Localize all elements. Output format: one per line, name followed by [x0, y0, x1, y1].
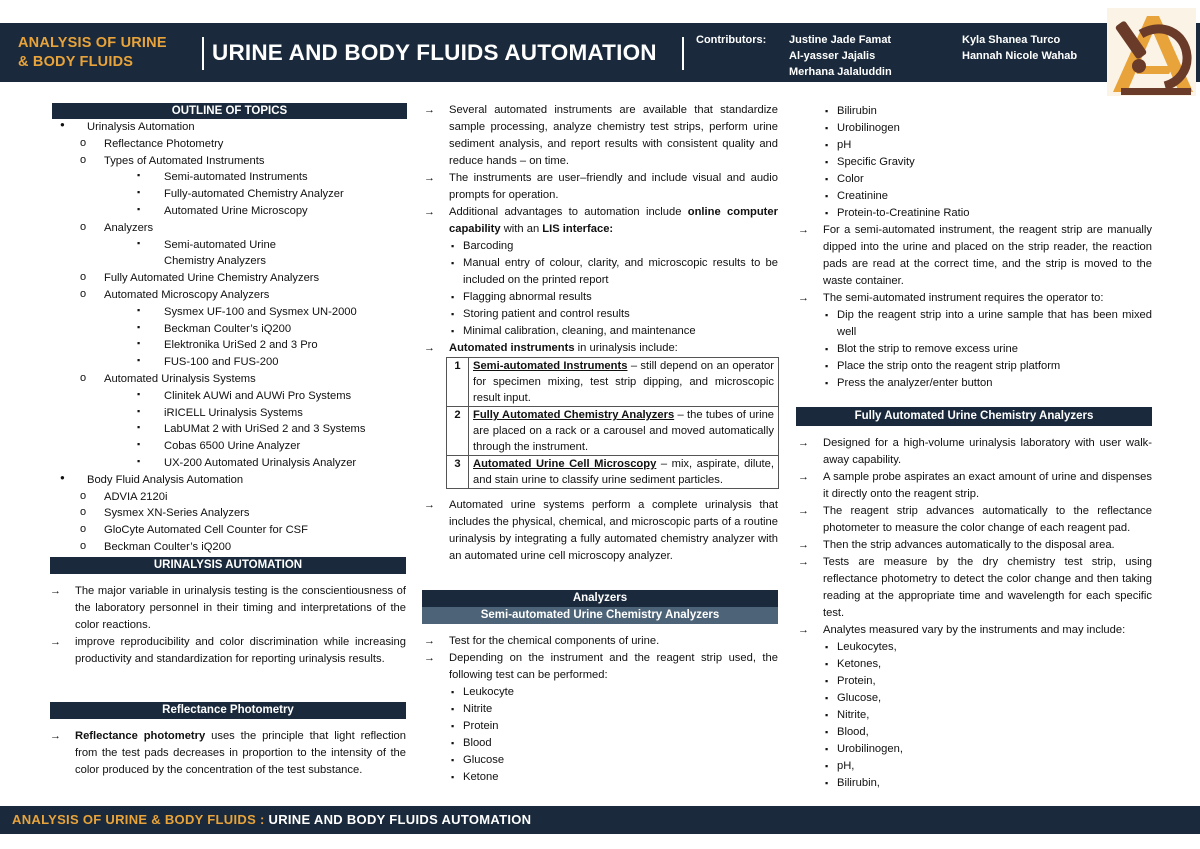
analyte-item: ▪ Urobilinogen,	[811, 741, 1152, 758]
table-cell-text	[469, 407, 779, 456]
table-cell-text	[469, 456, 779, 489]
header-banner	[0, 23, 1200, 82]
table-desc: – still depend on an operator for specimen mixing, test strip dipping, and microscopic result input.	[473, 360, 775, 404]
test-item: ▪ Blood	[437, 735, 778, 752]
table-row	[447, 456, 779, 489]
outline-leaf: ▪ Semi-automated Urine Chemistry Analyzers	[112, 237, 372, 271]
analyte-item: ▪ Leukocytes,	[811, 639, 1152, 656]
fully-automated-section	[796, 407, 1152, 792]
tests-list	[437, 684, 778, 786]
outline-subitem: o Beckman Coulter’s iQ200	[52, 539, 407, 556]
instrument-points	[422, 340, 778, 357]
semi-automated-title: Semi-automated Urine Chemistry Analyzers	[422, 607, 778, 624]
header-divider-left	[202, 37, 204, 70]
fully-point: → Tests are measure by the dry chemistry test strip, using reflectance photometry to detect the color change and then taking reading at the appropriate time and wavelength for each specific test.	[796, 554, 1152, 622]
outline-sublist	[17, 136, 407, 170]
instrument-point	[422, 204, 778, 238]
instrument-point: → Automated urine systems perform a complete urinalysis that includes the physical, chemical, and microscopic parts of a routine urinalysis by integrating a fully automated chemistry analyzer with an automated urine cell microscopy analyzer.	[422, 497, 778, 565]
reflectance-point	[48, 728, 406, 779]
fully-point: → The reagent strip advances automatically to the reflectance photometer to measure the color change of each reagent pad.	[796, 503, 1152, 537]
table-term: Automated Urine Cell Microscopy	[473, 458, 657, 470]
urinalysis-automation-title: URINALYSIS AUTOMATION	[50, 557, 406, 574]
test-item: ▪ Leukocyte	[437, 684, 778, 701]
fully-point: → Designed for a high-volume urinalysis laboratory with user walk-away capability.	[796, 435, 1152, 469]
test-item: ▪ pH	[811, 137, 1152, 154]
semi-procedure-points	[796, 222, 1152, 307]
outline-leaf: ▪ LabUMat 2 with UriSed 2 and 3 Systems	[112, 421, 407, 438]
operator-steps	[811, 307, 1152, 392]
footer-banner	[0, 806, 1200, 834]
test-item: ▪ Specific Gravity	[811, 154, 1152, 171]
header-divider-right	[682, 37, 684, 70]
outline-list	[52, 119, 407, 136]
semi-procedure-point: → For a semi-automated instrument, the reagent strip are manually dipped into the urine and placed on the strip reader, the reaction pads are read at the correct time, and the strip is moved to the waste container.	[796, 222, 1152, 290]
automated-instruments-bold: Automated instruments	[449, 342, 575, 354]
outline-subitem: o Types of Automated Instruments	[52, 153, 407, 170]
outline-subitem: o GloCyte Automated Cell Counter for CSF	[52, 522, 407, 539]
outline-subitem: o Automated Microscopy Analyzers	[52, 287, 407, 304]
table-row	[447, 358, 779, 407]
outline-subitem: o Analyzers	[52, 220, 407, 237]
table-cell-num: 3	[447, 456, 469, 489]
analyte-item: ▪ Nitrite,	[811, 707, 1152, 724]
contributor-name: Al-yasser Jajalis	[789, 50, 876, 62]
fully-automated-title: Fully Automated Urine Chemistry Analyzers	[796, 407, 1152, 426]
outline-leaf: ▪ Cobas 6500 Urine Analyzer	[112, 438, 407, 455]
operator-step: ▪ Place the strip onto the reagent strip platform	[811, 358, 1152, 375]
analyzers-section	[422, 590, 778, 786]
reflectance-term: Reflectance photometry	[75, 730, 206, 742]
advantage-item: ▪ Minimal calibration, cleaning, and maintenance	[437, 323, 778, 340]
advantage-item: ▪ Barcoding	[437, 238, 778, 255]
table-row	[447, 407, 779, 456]
fully-point: → Analytes measured vary by the instruments and may include:	[796, 622, 1152, 639]
footer-course: ANALYSIS OF URINE & BODY FLUIDS :	[12, 812, 269, 827]
outline-list	[52, 472, 407, 489]
outline-leaf: ▪ Beckman Coulter’s iQ200	[112, 321, 407, 338]
semi-point: → Depending on the instrument and the reagent strip used, the following test can be performed:	[422, 650, 778, 684]
outline-item-label: Body Fluid Analysis Automation	[87, 473, 244, 486]
instrument-types-table	[446, 357, 779, 489]
contributor-name: Justine Jade Famat	[789, 34, 892, 46]
urinalysis-point: → The major variable in urinalysis testing is the conscientiousness of the laboratory personnel in their timing and interpretations of the color reactions.	[48, 583, 406, 634]
outline-title: OUTLINE OF TOPICS	[52, 103, 407, 119]
outline-leaf: ▪ Sysmex UF-100 and Sysmex UN-2000	[112, 304, 407, 321]
test-item: ▪ Bilirubin	[811, 103, 1152, 120]
outline-subitem: o Sysmex XN-Series Analyzers	[52, 505, 407, 522]
advantages-bold: online computer capability	[449, 206, 778, 235]
analyte-item: ▪ Ketones,	[811, 656, 1152, 673]
outline-body-list	[17, 489, 407, 556]
outline-leaf: ▪ Clinitek AUWi and AUWi Pro Systems	[112, 388, 407, 405]
table-cell-num: 2	[447, 407, 469, 456]
outline-sublist	[17, 220, 407, 237]
outline-leaf: ▪ Automated Urine Microscopy	[112, 203, 407, 220]
contributor-name: Hannah Nicole Wahab	[962, 50, 1078, 62]
operator-step: ▪ Dip the reagent strip into a urine sample that has been mixed well	[811, 307, 1152, 341]
outline-leaf: ▪ Fully-automated Chemistry Analyzer	[112, 186, 407, 203]
table-term: Semi-automated Instruments	[473, 360, 628, 372]
advantages-list	[437, 238, 778, 340]
instrument-points	[422, 497, 778, 565]
test-item: ▪ Protein	[437, 718, 778, 735]
operator-step: ▪ Press the analyzer/enter button	[811, 375, 1152, 392]
outline-micro-list	[112, 304, 407, 371]
instrument-points	[422, 102, 778, 238]
outline-analyzers-list	[112, 237, 372, 271]
outline-systems-list	[112, 388, 407, 472]
instrument-point: → Several automated instruments are available that standardize sample processing, analyze chemistry test strips, perform urine sediment analysis, and report results with consistent quality and reduce hands – on time.	[422, 102, 778, 170]
column-2	[422, 102, 778, 565]
outline-leaf: ▪ UX-200 Automated Urinalysis Analyzer	[112, 455, 407, 472]
analyte-item: ▪ Glucose,	[811, 690, 1152, 707]
outline-subitem: o ADVIA 2120i	[52, 489, 407, 506]
test-item: ▪ Creatinine	[811, 188, 1152, 205]
reflectance-points	[48, 728, 406, 779]
test-item: ▪ Nitrite	[437, 701, 778, 718]
outline-types-list	[112, 169, 407, 219]
outline-item	[52, 472, 407, 489]
instrument-point	[422, 340, 778, 357]
advantages-text: with an	[500, 223, 543, 235]
fully-point: → Then the strip advances automatically to the disposal area.	[796, 537, 1152, 554]
contributor-name: Kyla Shanea Turco	[962, 34, 1061, 46]
advantages-bold: LIS interface:	[542, 223, 614, 235]
analyte-item: ▪ pH,	[811, 758, 1152, 775]
fully-point: → A sample probe aspirates an exact amount of urine and dispenses it directly onto the reagent strip.	[796, 469, 1152, 503]
microscope-logo-icon	[1103, 4, 1200, 100]
contributors-column-2	[962, 32, 1077, 64]
outline-subitem: o Fully Automated Urine Chemistry Analyzers	[52, 270, 407, 287]
fully-points	[796, 435, 1152, 639]
outline-leaf: ▪ iRICELL Urinalysis Systems	[112, 405, 407, 422]
page-title: URINE AND BODY FLUIDS AUTOMATION	[212, 40, 657, 65]
advantage-item: ▪ Flagging abnormal results	[437, 289, 778, 306]
urinalysis-point: → improve reproducibility and color discrimination while increasing productivity and standardization for reporting urinalysis results.	[48, 634, 406, 668]
footer-title	[12, 812, 531, 828]
table-term: Fully Automated Chemistry Analyzers	[473, 409, 675, 421]
table-desc: – the tubes of urine are placed on a rack or a carousel and moved automatically through the instrument.	[473, 409, 775, 453]
outline-item	[52, 119, 407, 136]
semi-point: → Test for the chemical components of urine.	[422, 633, 778, 650]
outline-leaf: ▪ FUS-100 and FUS-200	[112, 354, 407, 371]
analyzers-title: Analyzers	[422, 590, 778, 607]
outline-leaf: ▪ Semi-automated Instruments	[112, 169, 407, 186]
reflectance-title: Reflectance Photometry	[50, 702, 406, 719]
reflectance-text: uses the principle that light reflection from the test pads decreases in proportion to the intensity of the color produced by the concentration of the test substance.	[75, 730, 406, 776]
table-desc: – mix, aspirate, dilute, and stain urine to classify urine sediment particles.	[473, 458, 774, 486]
outline-subitem: o Reflectance Photometry	[52, 136, 407, 153]
advantages-text: Additional advantages to automation include	[449, 206, 688, 218]
analyte-item: ▪ Blood,	[811, 724, 1152, 741]
test-item: ▪ Ketone	[437, 769, 778, 786]
analyte-item: ▪ Bilirubin,	[811, 775, 1152, 792]
advantage-item: ▪ Storing patient and control results	[437, 306, 778, 323]
test-item: ▪ Glucose	[437, 752, 778, 769]
outline-subitem: o Automated Urinalysis Systems	[52, 371, 407, 388]
semi-procedure-point: → The semi-automated instrument requires the operator to:	[796, 290, 1152, 307]
instrument-point: → The instruments are user–friendly and include visual and audio prompts for operation.	[422, 170, 778, 204]
semi-points	[422, 633, 778, 684]
course-title	[18, 34, 167, 72]
analyte-item: ▪ Protein,	[811, 673, 1152, 690]
tests-list-continued	[811, 103, 1152, 222]
operator-step: ▪ Blot the strip to remove excess urine	[811, 341, 1152, 358]
outline-leaf: ▪ Elektronika UriSed 2 and 3 Pro	[112, 337, 407, 354]
course-title-line1: ANALYSIS OF URINE	[18, 35, 167, 51]
automated-instruments-text: in urinalysis include:	[574, 342, 678, 354]
outline-item-label: Urinalysis Automation	[87, 121, 195, 133]
column-3	[796, 103, 1152, 392]
test-item: ▪ Protein-to-Creatinine Ratio	[811, 205, 1152, 222]
urinalysis-points	[48, 583, 406, 668]
test-item: ▪ Color	[811, 171, 1152, 188]
urinalysis-automation-section	[50, 557, 406, 668]
outline-sublist	[17, 371, 407, 388]
table-cell-text	[469, 358, 779, 407]
outline-section	[52, 103, 407, 556]
contributors-column-1	[789, 32, 892, 80]
analytes-list	[811, 639, 1152, 792]
contributor-name: Merhana Jalaluddin	[789, 66, 892, 78]
course-title-line2: & BODY FLUIDS	[18, 54, 134, 70]
outline-sublist	[17, 270, 407, 304]
advantage-item: ▪ Manual entry of colour, clarity, and microscopic results to be included on the printed report	[437, 255, 778, 289]
footer-topic: URINE AND BODY FLUIDS AUTOMATION	[268, 812, 532, 827]
test-item: ▪ Urobilinogen	[811, 120, 1152, 137]
table-cell-num: 1	[447, 358, 469, 407]
reflectance-section	[50, 702, 406, 779]
contributors-label: Contributors:	[696, 34, 767, 46]
